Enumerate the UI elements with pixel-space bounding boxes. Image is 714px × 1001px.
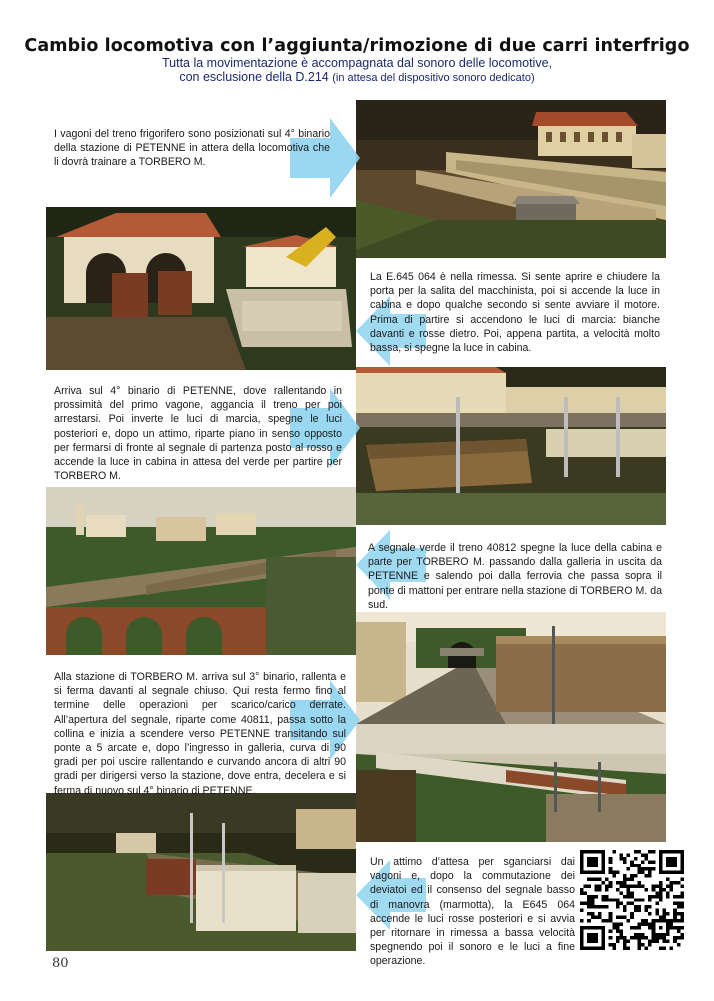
photo-locomotive-depot (46, 207, 356, 370)
paragraph-4: A segnale verde il treno 40812 spegne la luce della cabina e parte per TORBERO M. passando dalla galleria in uscita da PETENNE e salendo poi dalla ferrovia che passa sopra il ponte di mattoni per entrare nella stazione di TORBERO M. da sud. (368, 542, 662, 611)
photo-train-hillside (356, 724, 666, 842)
page-title: Cambio locomotiva con l’aggiunta/rimozione di due carri interfrigo (24, 36, 690, 56)
paragraph-2: La E.645 064 è nella rimessa. Si sente aprire e chiudere la porta per la salita del macchinista, poi si accende la luce in cabina e dopo qualche secondo si sente avviare il motore. Prima di partire si accendono le luci di marcia: bianche davanti e rosse dietro. Poi, appena partita, a velocità molto bassa, si spegne la luce in cabina. (370, 271, 660, 355)
photo-locomotive-at-platform (356, 367, 666, 525)
page-number: 80 (52, 956, 69, 971)
subtitle-line-1: Tutta la movimentazione è accompagnata dal sonoro delle locomotive, (161, 56, 553, 70)
paragraph-5: Alla stazione di TORBERO M. arriva sul 3° binario, rallenta e si ferma davanti al segnale chiuso. Qui resta fermo fino al termine delle operazioni per scarico/carico derrate. All’apertura del segnale, riparte come 40811, passa sotto la collina e inizia a scendere verso PETENNE transitando sul ponte a 5 arcate e, dopo l’ingresso in galleria, curva di 90 gradi per poi uscire rallentando e curvando ancora di altri 90 gradi per dirigersi verso la stazione, dove entra, decelera e si ferma di nuovo sul 4° binario di PETENNE. (54, 671, 346, 797)
photo-wagons-return (46, 793, 356, 951)
paragraph-1: I vagoni del treno frigorifero sono posizionati sul 4° binario della stazione di PETENNE in attera della locomotiva che li dovrà trainare a TORBERO M. (54, 128, 330, 169)
paragraph-3: Arriva sul 4° binario di PETENNE, dove rallentando in prossimità del primo vagone, aggancia il treno per poi arrestarsi. Poi inverte le luci di marcia, spegne le luci posteriori e, dopo un attimo, riparte piano in senso opposto per fermarsi di fronte al segnale di partenza posto al rosso e accende la luce in cabina in attesa del verde per partire per TORBERO M. (54, 385, 342, 483)
photo-petenne-station-wagons (356, 100, 666, 258)
photo-tunnel-station (356, 612, 666, 724)
subtitle-note: (in attesa del dispositivo sonoro dedicato) (332, 72, 535, 84)
photo-brick-bridge-village (46, 487, 356, 655)
qr-code[interactable] (580, 850, 684, 950)
subtitle-line-2: con esclusione della D.214 (179, 70, 329, 84)
paragraph-6: Un attimo d’attesa per sganciarsi dai vagoni e, dopo la commutazione dei deviatoi ed il consenso del segnale basso di manovra (marmotta), la E645 064 accende le luci rosse posteriori e si avvia per ritornare in rimessa a bassa velocità spegnendo poi il sonoro e le luci a fine operazione. (370, 856, 575, 968)
page-subtitle (0, 56, 714, 85)
